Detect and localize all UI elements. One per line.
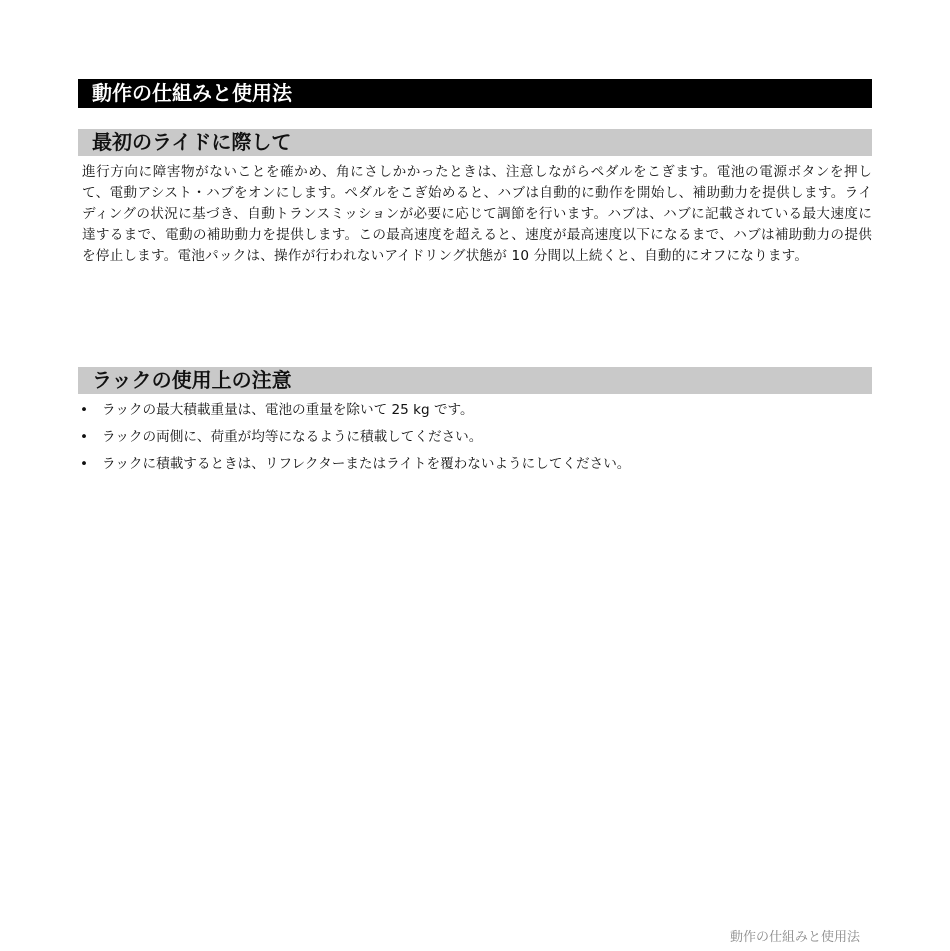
list-item: [78, 454, 872, 481]
list-item-text: ラックの最大積載重量は、電池の重量を除いて 25 kg です。: [102, 402, 474, 418]
page-footer: 動作の仕組みと使用法: [729, 930, 860, 945]
section-heading-first-ride: 最初のライドに際して: [78, 129, 872, 156]
first-ride-paragraph: 進行方向に障害物がないことを確かめ、角にさしかかったときは、注意しながらペダルをこぎます。電池の電源ボタンを押して、電動アシスト・ハブをオンにします。ペダルをこぎ始めると、ハブは自動的に動作を開始し、補助動力を提供します。ライディングの状況に基づき、自動トランスミッションが必要に応じて調節を行います。ハブは、ハブに記載されている最大速度に達するまで、電動の補助動力を提供します。この最高速度を超えると、速度が最高速度以下になるまで、ハブは補助動力の提供を停止します。電池パックは、操作が行われないアイドリング状態が 10 分間以上続くと、自動的にオフになります。: [82, 164, 872, 264]
list-item: [78, 427, 872, 454]
page-title: 動作の仕組みと使用法: [78, 79, 872, 108]
bullet-marker: •: [80, 429, 89, 445]
list-item: [78, 400, 872, 427]
list-item-text: ラックの両側に、荷重が均等になるように積載してください。: [102, 429, 483, 445]
bullet-marker: •: [80, 402, 89, 418]
rack-notes-list: [78, 400, 872, 481]
section-heading-rack-notes: ラックの使用上の注意: [78, 367, 872, 394]
bullet-marker: •: [80, 456, 89, 472]
list-item-text: ラックに積載するときは、リフレクターまたはライトを覆わないようにしてください。: [102, 456, 631, 472]
